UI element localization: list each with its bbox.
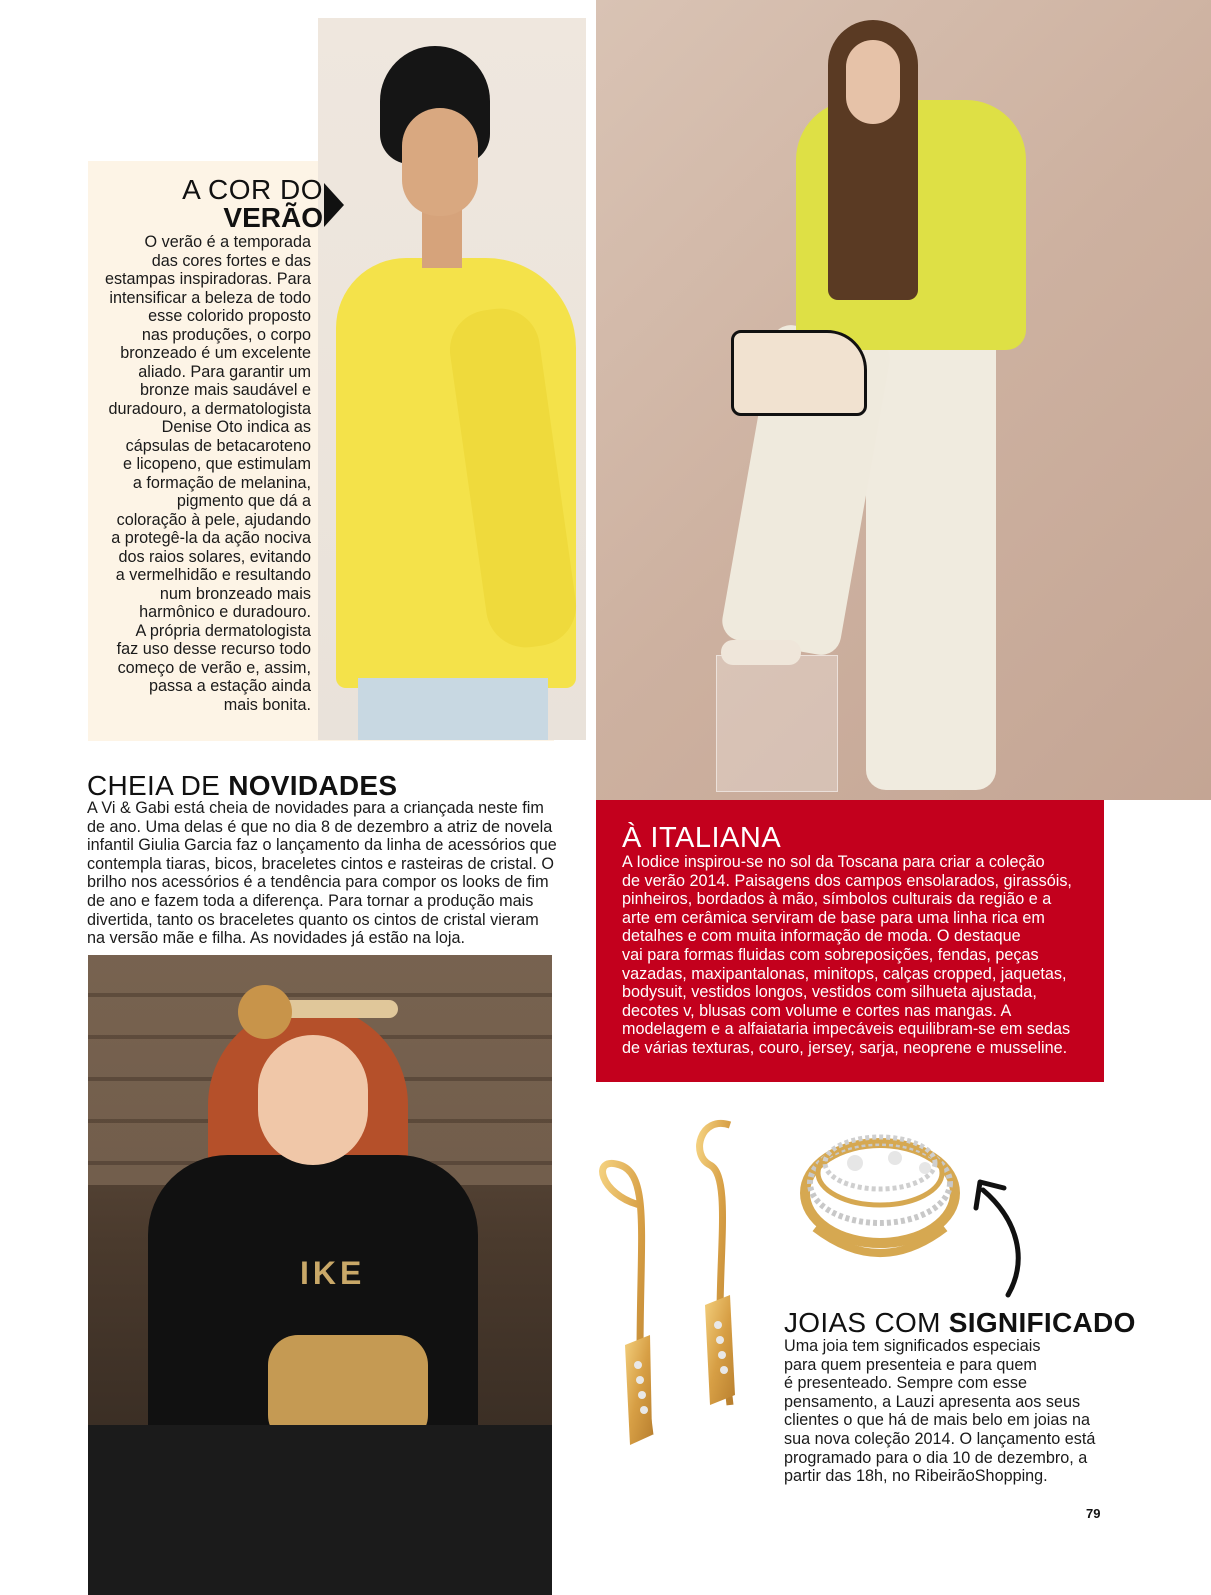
verao-text-line: e licopeno, que estimulam (122, 455, 311, 473)
triangle-arrow-icon (324, 183, 344, 227)
verao-text-line: cápsulas de betacaroteno (125, 436, 311, 455)
novidades-heading-light: CHEIA DE (87, 770, 229, 801)
verao-article-text (81, 233, 311, 714)
italiana-text-line: decotes v, blusas com volume e cortes nas mangas. A (622, 1001, 1012, 1020)
verao-text-line: bronze mais saudável e (140, 381, 311, 399)
page-number: 79 (1086, 1506, 1101, 1521)
ring-image (795, 1118, 970, 1278)
novidades-article-text (87, 799, 557, 948)
joias-text-line: sua nova coleção 2014. O lançamento está (784, 1429, 1096, 1448)
italiana-text-line: modelagem e a alfaiataria impecáveis equilibram-se em sedas (622, 1020, 1071, 1039)
verao-text-line: esse colorido proposto (148, 307, 311, 325)
verao-text-line: começo de verão e, assim, (117, 658, 311, 677)
joias-text-line: Uma joia tem significados especiais (784, 1337, 1041, 1355)
verao-text-line: pigmento que dá a (176, 492, 311, 510)
joias-text-line: é presenteado. Sempre com esse (784, 1374, 1027, 1393)
verao-text-line: duradouro, a dermatologista (108, 399, 311, 418)
verao-heading (182, 176, 323, 232)
novidades-text-line: A Vi & Gabi está cheia de novidades para a criançada neste fim (87, 799, 544, 817)
novidades-heading-bold: NOVIDADES (228, 770, 398, 801)
verao-text-line: mais bonita. (223, 695, 311, 714)
joias-heading-bold: SIGNIFICADO (948, 1307, 1136, 1338)
verao-text-line: O verão é a temporada (144, 233, 311, 251)
novidades-text-line: infantil Giulia Garcia faz o lançamento da linha de acessórios que (87, 836, 557, 855)
novidades-text-line: de ano e fazem toda a diferença. Para tornar a produção mais (87, 891, 534, 910)
verao-text-line: a formação de melanina, (132, 473, 311, 492)
joias-text-line: clientes o que há de mais belo em joias na (784, 1411, 1090, 1430)
italiana-text-line: de verão 2014. Paisagens dos campos ensolarados, girassóis, (622, 871, 1072, 890)
fashion-model-photo (596, 0, 1211, 800)
novidades-text-line: de ano. Uma delas é que no dia 8 de dezembro a atriz de novela (87, 817, 553, 836)
joias-text-line: partir das 18h, no RibeirãoShopping. (784, 1467, 1048, 1486)
dermatologist-photo (318, 18, 586, 740)
verao-text-line: dos raios solares, evitando (118, 547, 311, 566)
italiana-text-line: arte em cerâmica serviram de base para uma linha rica em (622, 908, 1045, 927)
verao-text-line: bronzeado é um excelente (120, 344, 311, 362)
verao-text-line: coloração à pele, ajudando (116, 510, 311, 529)
verao-heading-line1: A COR DO (182, 174, 323, 205)
joias-text-line: para quem presenteia e para quem (784, 1355, 1037, 1374)
italiana-text-line: de várias texturas, couro, jersey, sarja, neoprene e musseline. (622, 1038, 1068, 1057)
shirt-lettering: IKE (300, 1255, 366, 1291)
joias-heading-light: JOIAS COM (784, 1307, 949, 1338)
verao-text-line: passa a estação ainda (149, 677, 311, 695)
verao-text-line: faz uso desse recurso todo (116, 640, 311, 658)
verao-text-line: aliado. Para garantir um (138, 362, 311, 381)
novidades-text-line: contempla tiaras, bicos, braceletes cintos e rasteiras de cristal. O (87, 854, 554, 873)
curved-arrow-icon (968, 1170, 1038, 1300)
italiana-article-text (622, 853, 1097, 1058)
verao-text-line: nas produções, o corpo (141, 325, 311, 344)
verao-text-line: Denise Oto indica as (161, 418, 311, 436)
novidades-text-line: brilho nos acessórios é a tendência para compor os looks de fim (87, 873, 549, 892)
verao-text-line: das cores fortes e das (151, 251, 311, 270)
novidades-text-line: divertida, tanto os braceletes quanto os cintos de cristal vieram (87, 910, 539, 929)
girl-with-accessories-photo (88, 955, 552, 1595)
verao-text-line: harmônico e duradouro. (139, 603, 311, 621)
verao-text-line: a vermelhidão e resultando (115, 566, 311, 584)
italiana-text-line: pinheiros, bordados à mão, símbolos culturais da região e a (622, 890, 1052, 909)
italiana-text-line: detalhes e com muita informação de moda. O destaque (622, 927, 1021, 946)
novidades-heading (87, 770, 397, 802)
joias-text-line: pensamento, a Lauzi apresenta aos seus (784, 1392, 1081, 1411)
verao-text-line: A própria dermatologista (135, 621, 311, 640)
italiana-text-line: vazadas, maxipantalonas, minitops, calças cropped, jaquetas, (622, 964, 1067, 983)
earrings-image (580, 1105, 780, 1465)
italiana-text-line: A Iodice inspirou-se no sol da Toscana para criar a coleção (622, 853, 1045, 871)
verao-text-line: num bronzeado mais (159, 584, 311, 603)
verao-text-line: estampas inspiradoras. Para (104, 270, 311, 288)
verao-heading-line2: VERÃO (223, 202, 323, 233)
novidades-text-line: na versão mãe e filha. As novidades já estão na loja. (87, 929, 465, 948)
joias-text-line: programado para o dia 10 de dezembro, a (784, 1448, 1088, 1467)
italiana-text-line: vai para formas fluidas com sobreposições, fendas, peças (622, 945, 1039, 964)
italiana-heading: À ITALIANA (622, 822, 782, 854)
verao-text-line: a protegê-la da ação nociva (111, 529, 311, 547)
verao-text-line: intensificar a beleza de todo (109, 288, 311, 307)
italiana-text-line: bodysuit, vestidos longos, vestidos com silhueta ajustada, (622, 983, 1037, 1002)
joias-heading (784, 1307, 1136, 1339)
joias-article-text (784, 1337, 1104, 1486)
